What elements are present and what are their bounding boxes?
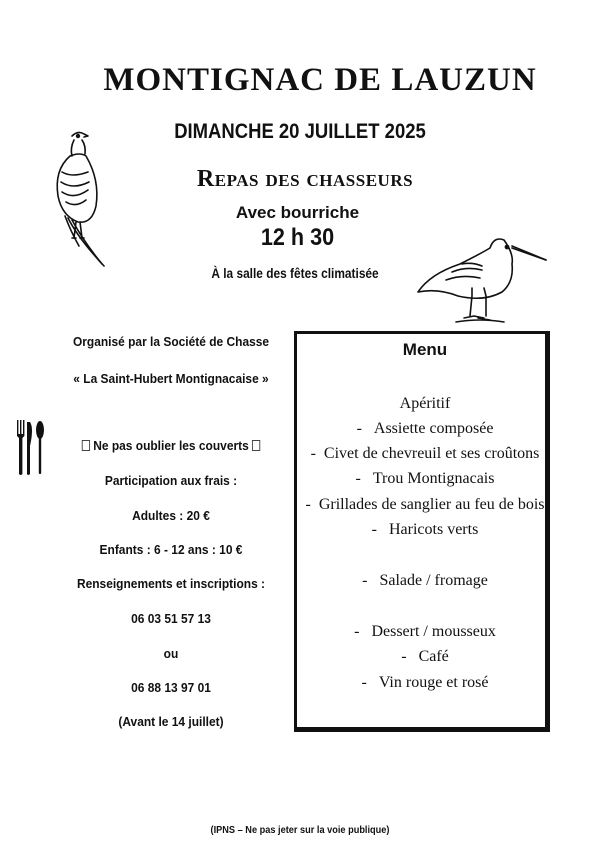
town-title: MONTIGNAC DE LAUZUN xyxy=(103,62,537,98)
dash: - xyxy=(355,470,373,487)
box-glyph-icon xyxy=(82,440,90,451)
menu-item: - Haricots verts xyxy=(371,521,479,538)
menu-item: - Café xyxy=(401,648,449,665)
menu-title: Menu xyxy=(402,340,448,359)
participation-label: Participation aux frais : xyxy=(104,473,238,488)
box-glyph-icon xyxy=(252,440,260,451)
event-venue: À la salle des fêtes climatisée xyxy=(211,265,379,281)
menu-item: - Vin rouge et rosé xyxy=(361,674,489,691)
cutlery-reminder xyxy=(52,438,289,453)
organizer-line-2: « La Saint-Hubert Montignacaise » xyxy=(73,371,269,386)
phone-1: 06 03 51 57 13 xyxy=(131,611,211,626)
registration-deadline: (Avant le 14 juillet) xyxy=(118,714,224,729)
event-subtitle: Avec bourriche xyxy=(235,203,360,222)
menu-item: - Trou Montignacais xyxy=(355,470,495,487)
dash: - xyxy=(356,420,374,437)
menu-item: - Civet de chevreuil et ses croûtons xyxy=(310,445,540,462)
dash: - xyxy=(401,648,419,665)
menu-item: - Assiette composée xyxy=(356,420,494,437)
adult-price: Adultes : 20 € xyxy=(132,508,210,523)
menu-item: - Dessert / mousseux xyxy=(354,623,496,640)
footer-note: (IPNS – Ne pas jeter sur la voie publique) xyxy=(210,825,390,836)
organizer-line-1: Organisé par la Société de Chasse xyxy=(72,334,270,349)
or-text: ou xyxy=(163,646,179,661)
event-date: DIMANCHE 20 JUILLET 2025 xyxy=(174,120,426,143)
dash: - xyxy=(354,623,372,640)
phone-2: 06 88 13 97 01 xyxy=(131,680,211,695)
info-column xyxy=(42,0,300,848)
reminder-text: Ne pas oublier les couverts xyxy=(93,438,249,453)
dash: - xyxy=(361,674,379,691)
dash: - xyxy=(362,572,380,589)
registration-label: Renseignements et inscriptions : xyxy=(76,576,266,591)
dash: - xyxy=(305,496,319,513)
menu-item: - Grillades de sanglier au feu de bois xyxy=(305,496,545,513)
event-time: 12 h 30 xyxy=(260,224,335,251)
child-price: Enfants : 6 - 12 ans : 10 € xyxy=(99,542,243,557)
woodcock-illustration-icon xyxy=(412,228,548,328)
menu-item: Apéritif xyxy=(399,395,451,412)
menu-item: - Salade / fromage xyxy=(362,572,488,589)
dash: - xyxy=(310,445,324,462)
dash: - xyxy=(371,521,389,538)
event-name: Repas des chasseurs xyxy=(196,166,414,192)
